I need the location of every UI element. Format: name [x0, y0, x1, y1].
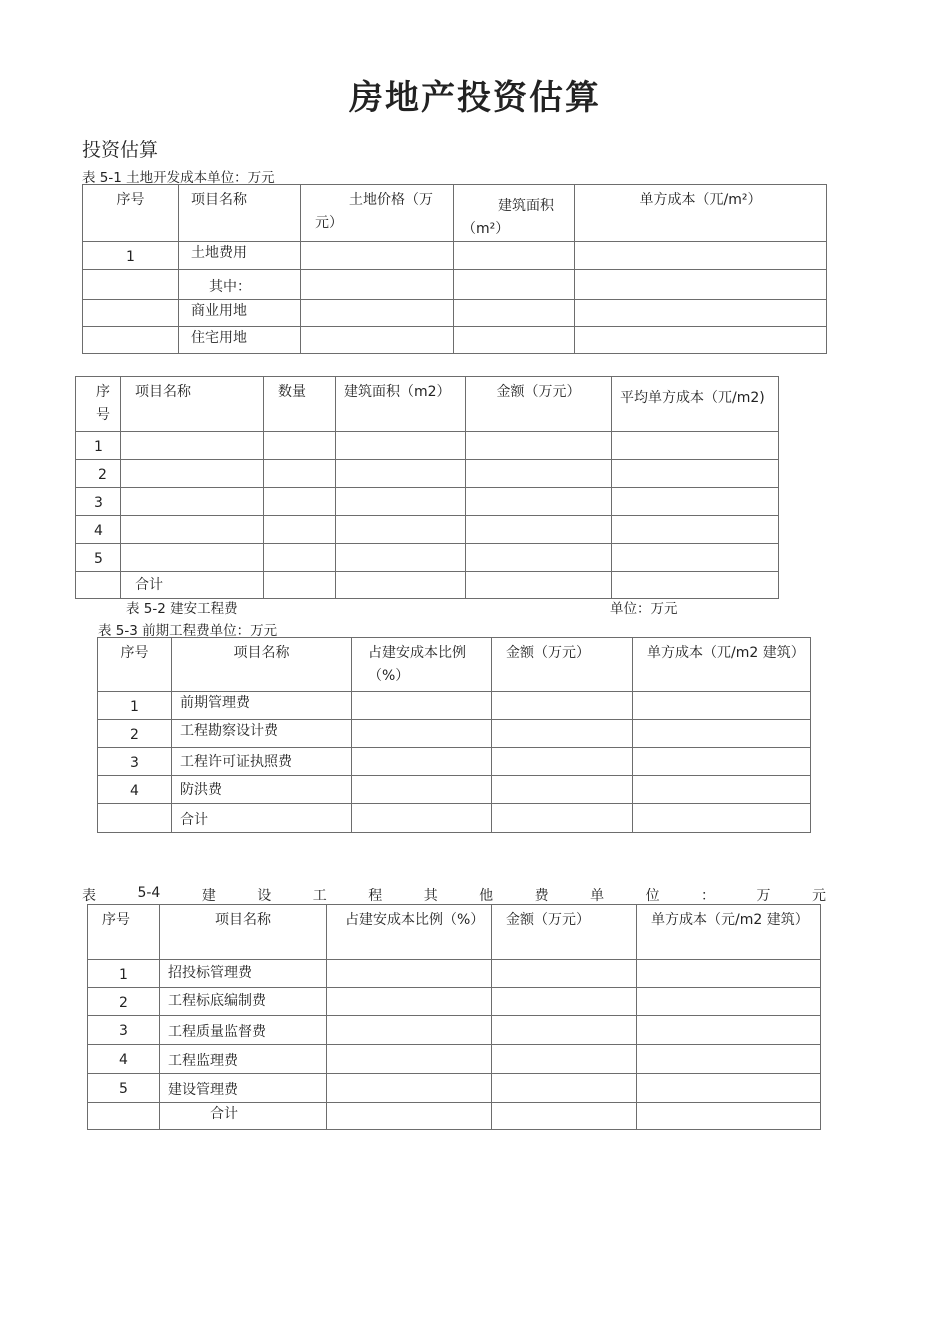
table2-row6-name: 合计 — [121, 572, 264, 599]
caption-part: 万 — [756, 888, 771, 904]
table3-row1-no: 1 — [98, 692, 172, 720]
table4-header-amount: 金额（万元） — [492, 905, 637, 960]
table1 — [82, 184, 827, 354]
table1-row4-name: 住宅用地 — [179, 327, 301, 354]
table3 — [97, 637, 811, 833]
table3-caption: 表 5-3 前期工程费单位：万元 — [98, 623, 278, 639]
table-row — [88, 1103, 821, 1130]
table3-row4-no: 4 — [98, 776, 172, 804]
table2-header-name: 项目名称 — [121, 377, 264, 432]
table3-row3-no: 3 — [98, 748, 172, 776]
table1-row4-no — [83, 327, 179, 354]
caption-part: ： — [701, 888, 716, 904]
table4-row5-no: 5 — [88, 1074, 160, 1103]
table-row — [76, 460, 779, 488]
caption-part: 位 — [645, 888, 660, 904]
table3-header-name: 项目名称 — [172, 638, 352, 692]
caption-part: 费 — [534, 888, 549, 904]
table2-header-amount: 金额（万元） — [466, 377, 612, 432]
table-row — [76, 488, 779, 516]
table-row — [98, 804, 811, 833]
table2-caption: 表 5-2 建安工程费 — [126, 601, 238, 617]
table2-row3-no: 3 — [76, 488, 121, 516]
table2-header-no: 序号 — [76, 377, 121, 432]
table3-row5-name: 合计 — [172, 804, 352, 833]
table-row — [98, 692, 811, 720]
table4-row6-no — [88, 1103, 160, 1130]
table4-header-no: 序号 — [88, 905, 160, 960]
table3-header-amount: 金额（万元） — [492, 638, 633, 692]
table1-row1-name: 土地费用 — [179, 242, 301, 270]
table2-row5-no: 5 — [76, 544, 121, 572]
table-row — [98, 720, 811, 748]
table-row — [83, 327, 827, 354]
caption-part: 其 — [423, 888, 438, 904]
table2 — [75, 376, 779, 599]
table4-row3-name: 工程质量监督费 — [160, 1016, 327, 1045]
table2-unit: 单位：万元 — [610, 601, 678, 617]
table4-row1-name: 招投标管理费 — [160, 960, 327, 988]
table-row — [98, 748, 811, 776]
table1-row3-name: 商业用地 — [179, 300, 301, 327]
caption-part: 5-4 — [137, 885, 161, 901]
table2-row4-name — [121, 516, 264, 544]
table2-header-qty: 数量 — [264, 377, 336, 432]
table4-row3-no: 3 — [88, 1016, 160, 1045]
table-row — [83, 270, 827, 300]
table-row — [83, 242, 827, 270]
table3-header-no: 序号 — [98, 638, 172, 692]
table2-header-area: 建筑面积（m2） — [336, 377, 466, 432]
caption-part: 设 — [257, 888, 272, 904]
caption-part: 单 — [590, 888, 605, 904]
table1-row2-no — [83, 270, 179, 300]
table4-row2-no: 2 — [88, 988, 160, 1016]
table3-row2-no: 2 — [98, 720, 172, 748]
table3-row3-name: 工程许可证执照费 — [172, 748, 352, 776]
table1-header-no: 序号 — [83, 185, 179, 242]
table2-row4-no: 4 — [76, 516, 121, 544]
table2-row1-no: 1 — [76, 432, 121, 460]
table-row — [88, 988, 821, 1016]
table-row — [88, 1045, 821, 1074]
table-row — [88, 1016, 821, 1045]
table1-caption: 表 5-1 土地开发成本单位：万元 — [82, 170, 275, 186]
table1-row1-no: 1 — [83, 242, 179, 270]
table3-row2-name: 工程勘察设计费 — [172, 720, 352, 748]
caption-part: 表 — [82, 888, 96, 904]
table4-header-name: 项目名称 — [160, 905, 327, 960]
table2-row2-no: 2 — [76, 460, 121, 488]
table2-row1-name — [121, 432, 264, 460]
table1-row3-no — [83, 300, 179, 327]
table-row — [76, 544, 779, 572]
table2-row2-name — [121, 460, 264, 488]
table4-row5-name: 建设管理费 — [160, 1074, 327, 1103]
table3-row1-name: 前期管理费 — [172, 692, 352, 720]
table1-header-unit-cost: 单方成本（兀/m²） — [575, 185, 827, 242]
table3-header-ratio: 占建安成本比例（%） — [352, 638, 492, 692]
section-subtitle: 投资估算 — [82, 139, 159, 161]
caption-part: 他 — [479, 888, 494, 904]
table2-row5-name — [121, 544, 264, 572]
table2-row3-name — [121, 488, 264, 516]
table-row — [98, 776, 811, 804]
table3-header-unit-cost: 单方成本（兀/m2 建筑） — [633, 638, 811, 692]
table4-header-unit-cost: 单方成本（元/m2 建筑） — [637, 905, 821, 960]
table1-header-land-price: 土地价格（万元） — [301, 185, 454, 242]
table4 — [87, 904, 821, 1130]
table1-header-name: 项目名称 — [179, 185, 301, 242]
table4-row4-no: 4 — [88, 1045, 160, 1074]
table4-header-ratio: 占建安成本比例（%） — [327, 905, 492, 960]
caption-part: 建 — [201, 888, 216, 904]
table4-caption — [82, 885, 826, 905]
table4-row6-name: 合计 — [160, 1103, 327, 1130]
table3-row5-no — [98, 804, 172, 833]
caption-part: 工 — [312, 888, 327, 904]
table4-row2-name: 工程标底编制费 — [160, 988, 327, 1016]
page-title: 房地产投资估算 — [349, 78, 601, 118]
caption-part: 程 — [368, 888, 383, 904]
table-row — [76, 432, 779, 460]
table3-row4-name: 防洪费 — [172, 776, 352, 804]
table-row — [88, 1074, 821, 1103]
table1-row2-name: 其中： — [179, 270, 301, 300]
table-row — [76, 516, 779, 544]
table4-row1-no: 1 — [88, 960, 160, 988]
table2-row6-no — [76, 572, 121, 599]
table2-header-avg-cost: 平均单方成本（兀/m2) — [612, 377, 779, 432]
table-row — [83, 300, 827, 327]
table-row — [76, 572, 779, 599]
table-row — [88, 960, 821, 988]
table1-header-area: 建筑面积（m²） — [454, 185, 575, 242]
caption-part: 元 — [811, 888, 826, 904]
table4-row4-name: 工程监理费 — [160, 1045, 327, 1074]
